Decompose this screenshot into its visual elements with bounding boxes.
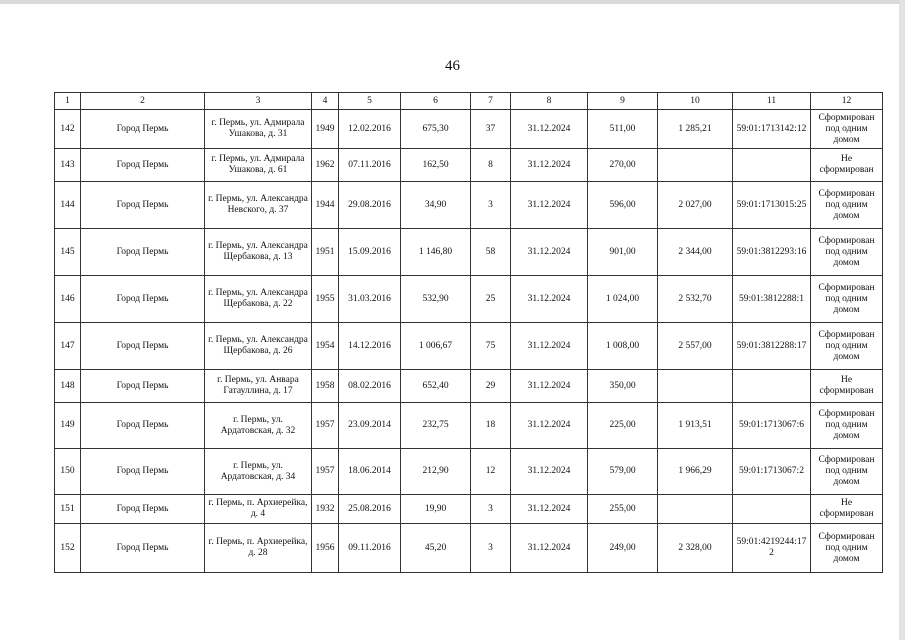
column-header: 1 — [55, 93, 81, 110]
land-status: Сформирован под одним домом — [811, 524, 883, 573]
date: 12.02.2016 — [339, 110, 401, 149]
municipality: Город Пермь — [81, 370, 205, 403]
header-row — [55, 93, 883, 110]
build-year: 1949 — [312, 110, 339, 149]
build-year: 1944 — [312, 182, 339, 229]
table-row — [55, 276, 883, 323]
row-number: 149 — [55, 403, 81, 449]
date: 08.02.2016 — [339, 370, 401, 403]
land-area: 2 557,00 — [658, 323, 733, 370]
land-area: 1 913,51 — [658, 403, 733, 449]
address: г. Пермь, ул. Александра Невского, д. 37 — [205, 182, 312, 229]
land-status: Сформирован под одним домом — [811, 449, 883, 495]
value: 225,00 — [588, 403, 658, 449]
table-row — [55, 449, 883, 495]
row-number: 143 — [55, 149, 81, 182]
value: 596,00 — [588, 182, 658, 229]
deadline: 31.12.2024 — [511, 524, 588, 573]
residents-count: 8 — [471, 149, 511, 182]
land-area: 2 344,00 — [658, 229, 733, 276]
scan-right-edge — [899, 0, 905, 640]
table-row — [55, 403, 883, 449]
municipality: Город Пермь — [81, 149, 205, 182]
cadastral-number: 59:01:1713067:2 — [733, 449, 811, 495]
municipality: Город Пермь — [81, 276, 205, 323]
deadline: 31.12.2024 — [511, 276, 588, 323]
address: г. Пермь, ул. Адмирала Ушакова, д. 61 — [205, 149, 312, 182]
residents-count: 29 — [471, 370, 511, 403]
table-row — [55, 110, 883, 149]
address: г. Пермь, ул. Анвара Гатауллина, д. 17 — [205, 370, 312, 403]
land-area: 2 532,70 — [658, 276, 733, 323]
column-header: 6 — [401, 93, 471, 110]
land-area: 1 285,21 — [658, 110, 733, 149]
cadastral-number: 59:01:3812293:16 — [733, 229, 811, 276]
value: 255,00 — [588, 495, 658, 524]
area: 675,30 — [401, 110, 471, 149]
cadastral-number: 59:01:3812288:17 — [733, 323, 811, 370]
build-year: 1956 — [312, 524, 339, 573]
deadline: 31.12.2024 — [511, 182, 588, 229]
area: 1 006,67 — [401, 323, 471, 370]
table-row — [55, 229, 883, 276]
residents-count: 3 — [471, 495, 511, 524]
row-number: 152 — [55, 524, 81, 573]
date: 29.08.2016 — [339, 182, 401, 229]
date: 09.11.2016 — [339, 524, 401, 573]
municipality: Город Пермь — [81, 110, 205, 149]
municipality: Город Пермь — [81, 403, 205, 449]
address: г. Пермь, ул. Ардатовская, д. 32 — [205, 403, 312, 449]
deadline: 31.12.2024 — [511, 323, 588, 370]
area: 1 146,80 — [401, 229, 471, 276]
area: 19,90 — [401, 495, 471, 524]
value: 270,00 — [588, 149, 658, 182]
date: 25.08.2016 — [339, 495, 401, 524]
date: 15.09.2016 — [339, 229, 401, 276]
land-area — [658, 495, 733, 524]
area: 45,20 — [401, 524, 471, 573]
land-status: Сформирован под одним домом — [811, 323, 883, 370]
municipality: Город Пермь — [81, 449, 205, 495]
cadastral-number: 59:01:1713015:25 — [733, 182, 811, 229]
residents-count: 3 — [471, 524, 511, 573]
value: 1 024,00 — [588, 276, 658, 323]
value: 249,00 — [588, 524, 658, 573]
table-row — [55, 323, 883, 370]
date: 07.11.2016 — [339, 149, 401, 182]
registry-table — [54, 92, 883, 573]
deadline: 31.12.2024 — [511, 149, 588, 182]
column-header: 12 — [811, 93, 883, 110]
value: 579,00 — [588, 449, 658, 495]
table-row — [55, 524, 883, 573]
row-number: 145 — [55, 229, 81, 276]
land-status: Сформирован под одним домом — [811, 182, 883, 229]
residents-count: 58 — [471, 229, 511, 276]
value: 1 008,00 — [588, 323, 658, 370]
cadastral-number — [733, 149, 811, 182]
row-number: 148 — [55, 370, 81, 403]
municipality: Город Пермь — [81, 495, 205, 524]
row-number: 142 — [55, 110, 81, 149]
area: 212,90 — [401, 449, 471, 495]
table-row — [55, 370, 883, 403]
value: 350,00 — [588, 370, 658, 403]
area: 532,90 — [401, 276, 471, 323]
deadline: 31.12.2024 — [511, 495, 588, 524]
municipality: Город Пермь — [81, 182, 205, 229]
residents-count: 18 — [471, 403, 511, 449]
cadastral-number: 59:01:3812288:1 — [733, 276, 811, 323]
address: г. Пермь, ул. Ардатовская, д. 34 — [205, 449, 312, 495]
column-header: 9 — [588, 93, 658, 110]
column-header: 2 — [81, 93, 205, 110]
deadline: 31.12.2024 — [511, 229, 588, 276]
area: 232,75 — [401, 403, 471, 449]
table-row — [55, 182, 883, 229]
row-number: 146 — [55, 276, 81, 323]
cadastral-number: 59:01:4219244:172 — [733, 524, 811, 573]
address: г. Пермь, п. Архиерейка, д. 4 — [205, 495, 312, 524]
column-header: 4 — [312, 93, 339, 110]
table-row — [55, 495, 883, 524]
address: г. Пермь, п. Архиерейка, д. 28 — [205, 524, 312, 573]
column-header: 10 — [658, 93, 733, 110]
address: г. Пермь, ул. Александра Щербакова, д. 13 — [205, 229, 312, 276]
build-year: 1957 — [312, 403, 339, 449]
land-status: Не сформирован — [811, 370, 883, 403]
build-year: 1951 — [312, 229, 339, 276]
municipality: Город Пермь — [81, 323, 205, 370]
deadline: 31.12.2024 — [511, 449, 588, 495]
scan-top-edge — [0, 0, 905, 4]
build-year: 1958 — [312, 370, 339, 403]
land-status: Не сформирован — [811, 495, 883, 524]
residents-count: 37 — [471, 110, 511, 149]
address: г. Пермь, ул. Александра Щербакова, д. 26 — [205, 323, 312, 370]
column-header: 3 — [205, 93, 312, 110]
municipality: Город Пермь — [81, 229, 205, 276]
municipality: Город Пермь — [81, 524, 205, 573]
land-status: Сформирован под одним домом — [811, 229, 883, 276]
column-header: 11 — [733, 93, 811, 110]
residents-count: 3 — [471, 182, 511, 229]
column-header: 7 — [471, 93, 511, 110]
residents-count: 12 — [471, 449, 511, 495]
land-status: Сформирован под одним домом — [811, 110, 883, 149]
date: 18.06.2014 — [339, 449, 401, 495]
residents-count: 25 — [471, 276, 511, 323]
area: 34,90 — [401, 182, 471, 229]
land-area: 2 328,00 — [658, 524, 733, 573]
deadline: 31.12.2024 — [511, 110, 588, 149]
address: г. Пермь, ул. Александра Щербакова, д. 22 — [205, 276, 312, 323]
build-year: 1955 — [312, 276, 339, 323]
land-area — [658, 149, 733, 182]
column-header: 8 — [511, 93, 588, 110]
build-year: 1954 — [312, 323, 339, 370]
cadastral-number — [733, 370, 811, 403]
row-number: 150 — [55, 449, 81, 495]
land-status: Сформирован под одним домом — [811, 403, 883, 449]
value: 511,00 — [588, 110, 658, 149]
cadastral-number: 59:01:1713067:6 — [733, 403, 811, 449]
residents-count: 75 — [471, 323, 511, 370]
land-area — [658, 370, 733, 403]
row-number: 151 — [55, 495, 81, 524]
value: 901,00 — [588, 229, 658, 276]
page-number: 46 — [445, 58, 460, 74]
row-number: 144 — [55, 182, 81, 229]
row-number: 147 — [55, 323, 81, 370]
cadastral-number — [733, 495, 811, 524]
area: 162,50 — [401, 149, 471, 182]
land-status: Сформирован под одним домом — [811, 276, 883, 323]
deadline: 31.12.2024 — [511, 370, 588, 403]
land-area: 2 027,00 — [658, 182, 733, 229]
build-year: 1932 — [312, 495, 339, 524]
build-year: 1957 — [312, 449, 339, 495]
date: 23.09.2014 — [339, 403, 401, 449]
address: г. Пермь, ул. Адмирала Ушакова, д. 31 — [205, 110, 312, 149]
date: 14.12.2016 — [339, 323, 401, 370]
column-header: 5 — [339, 93, 401, 110]
table-row — [55, 149, 883, 182]
deadline: 31.12.2024 — [511, 403, 588, 449]
area: 652,40 — [401, 370, 471, 403]
build-year: 1962 — [312, 149, 339, 182]
land-status: Не сформирован — [811, 149, 883, 182]
cadastral-number: 59:01:1713142:12 — [733, 110, 811, 149]
date: 31.03.2016 — [339, 276, 401, 323]
land-area: 1 966,29 — [658, 449, 733, 495]
